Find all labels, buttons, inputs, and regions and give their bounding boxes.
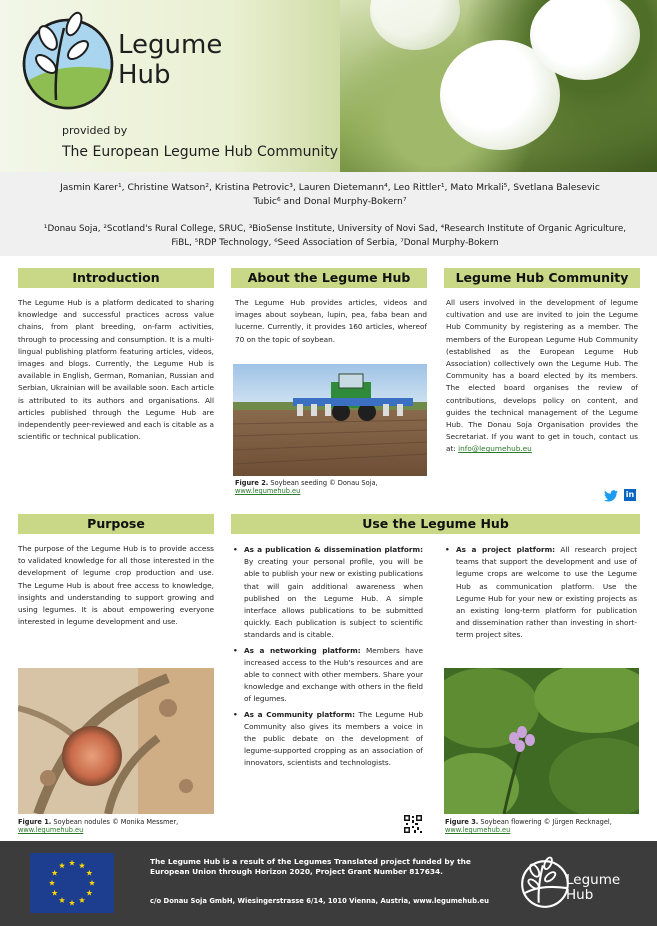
use-item-publication: • As a publication & dissemination platform: By creating your personal profile, you will be able to publish your new or existing publications that will gain additional awareness when published on the Legume Hub. A simple interface allows publications to be submitted quickly. Each publication is subject to scientific standards and is citable. (233, 544, 423, 642)
twitter-icon[interactable] (604, 490, 618, 502)
about-heading: About the Legume Hub (231, 268, 427, 288)
figure-2-caption: Figure 2. Soybean seeding © Donau Soja, www.legumehub.eu (235, 479, 378, 495)
introduction-text: The Legume Hub is a platform dedicated to sharing knowledge and successful practices across value chains, from plant breeding, on-farm activities, through to processing and consumption. It is a multi-lingual publishing platform featuring articles, videos, images and blogs. Currently, the Legume Hub is available in English, German, Romanian, Russian and Serbian, Ukrainian will be available soon. Each article is attributed to its authors and organisations. All articles published through the Legume Hub are independently peer-reviewed and each is citable as a scientific or technical publication. (18, 298, 214, 442)
use-item-project: • As a project platform: All research project teams that support the development and use of legume crops are welcome to use the Legume Hub as communication platform. Use the Legume Hub for your new or existing projects as an existing long-term platform for publication and dissemination rather than investing in short-term project sites. (445, 544, 637, 642)
eu-flag-icon (30, 853, 114, 913)
purpose-text: The purpose of the Legume Hub is to provide access to validated knowledge for all those interested in the development of legume crop production and use. The Legume Hub is about free access to knowledge, insights and understanding to support growing and using legumes. It is about empowering everyone interested in legume development and use. (18, 544, 214, 627)
use-heading: Use the Legume Hub (231, 514, 640, 534)
introduction-heading: Introduction (18, 268, 214, 288)
soybean-nodules-photo (18, 668, 214, 814)
author-affiliations: ¹Donau Soja, ²Scotland's Rural College, SRUC, ³BioSense Institute, University of Novi Sad, ⁴Research Institute of Organic Agriculture, FiBL, ⁵RDP Technology, ⁶Seed Association of Serbia, ⁷Donal Murphy-Bokern (43, 224, 627, 248)
linkedin-icon[interactable]: in (625, 490, 635, 499)
legume-hub-logo-icon (20, 8, 120, 116)
figure-1-caption: Figure 1. Soybean nodules © Monika Messmer, www.legumehub.eu (18, 818, 179, 834)
logo-title: Legume Hub (118, 30, 223, 90)
funding-statement: The Legume Hub is a result of the Legumes Translated project funded by the European Union through Horizon 2020, Project Grant Number 817634. (150, 857, 471, 876)
authors-block (0, 172, 657, 256)
community-text: All users involved in the development of legume cultivation and use are invited to join the Legume Hub Community by registering as a member. The members of the European Legume Hub Community (established as the European Legume Hub Association) collectively own the Legume Hub. The Community has a board elected by its members. The elected board organises the review of contributions, develops policy on content, and guides the technical management of the Legume Hub. The Donau Soja Organisation provides the Secretariat. If you want to get in touch, contact us at: info@legumehub.eu (446, 298, 638, 454)
footer-address: c/o Donau Soja GmbH, Wiesingerstrasse 6/14, 1010 Vienna, Austria, www.legumehub.eu (150, 897, 489, 905)
use-list-right (445, 544, 637, 645)
about-text: The Legume Hub provides articles, videos and images about soybean, lupin, pea, faba bean and lucerne. Currently, it provides 160 articles, whereof 70 on the topic of soybean. (235, 298, 427, 344)
author-names: Jasmin Karer¹, Christine Watson², Kristina Petrovic³, Lauren Dietemann⁴, Leo Rittler¹, Mato Mrkali⁵, Svetlana Balesevic Tubic⁶ and Donal Murphy-Bokern⁷ (60, 182, 600, 207)
footer-logo-icon (520, 855, 572, 911)
figure-3-caption: Figure 3. Soybean flowering © Jürgen Recknagel, www.legumehub.eu (445, 818, 612, 834)
qr-code-icon[interactable] (403, 814, 423, 834)
soybean-flowering-photo (444, 668, 639, 814)
figure-1-link[interactable]: www.legumehub.eu (18, 826, 84, 834)
footer (0, 841, 657, 926)
use-item-networking: • As a networking platform: Members have increased access to the Hub's resources and are able to connect with other members. Share your knowledge and exchange with others in the field of legumes. (233, 645, 423, 706)
figure-3-link[interactable]: www.legumehub.eu (445, 826, 511, 834)
use-list-left (233, 544, 423, 773)
provided-by-label: provided by (62, 124, 128, 137)
use-item-community: • As a Community platform: The Legume Hub Community also gives its members a voice in the public debate on the development of legume-supported cropping as an association of innovators, scientists and technologists. (233, 709, 423, 770)
community-heading: Legume Hub Community (444, 268, 640, 288)
contact-email-link[interactable]: info@legumehub.eu (458, 444, 532, 454)
footer-logo-text: Legume Hub (566, 872, 621, 903)
purpose-heading: Purpose (18, 514, 214, 534)
community-name: The European Legume Hub Community (62, 144, 339, 160)
soybean-seeding-photo (233, 364, 427, 476)
header-banner (0, 0, 657, 172)
flower-photo (340, 0, 657, 172)
figure-2-link[interactable]: www.legumehub.eu (235, 487, 301, 495)
